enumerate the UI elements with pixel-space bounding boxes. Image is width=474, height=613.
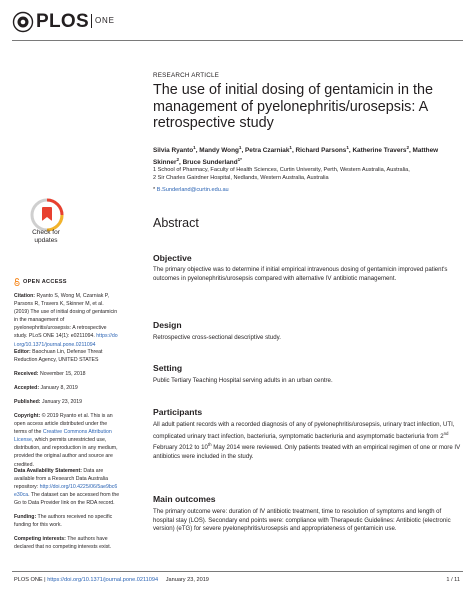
design-text: Retrospective cross-sectional descriptive study.	[153, 334, 281, 341]
page-number: 1 / 11	[446, 577, 460, 583]
copyright-text-2: , which permits unrestricted use, distribution, and reproduction in any medium, provided the original author and source are credited.	[14, 437, 118, 468]
citation-label: Citation:	[14, 293, 36, 299]
funding-text: The authors received no specific funding for this work.	[14, 514, 113, 529]
main-outcomes-text: The primary outcome were: duration of IV antibiotic treatment, time to resolution of symptoms and length of hospital stay (LOS). Secondary end points were: compliance with Therapeutic Guidelines: Antibiotic (electronic version) (eTG) for severe pyelonephritis/urosepsis and appropriateness of gentamicin use.	[153, 508, 451, 533]
data-availability-text-2: . The dataset can be accessed from the Go to Data Provider link on the RDA record.	[14, 492, 120, 507]
corresponding-author	[153, 187, 229, 193]
corresponding-email-link[interactable]: B.Sunderland@curtin.edu.au	[156, 187, 229, 193]
funding-block	[14, 513, 120, 529]
editor-block	[14, 348, 120, 364]
check-label-line2: updates	[34, 237, 58, 244]
objective-text: The primary objective was to determine if initial empirical intravenous dosing of gentamicin improved patient's outcomes in pyelonephritis/urosepsis compared with alternative IV antibiotic management.	[153, 266, 448, 282]
copyright-block	[14, 412, 120, 469]
data-repository-link[interactable]: http://doi.org/10.4225/06/5ae9bc6e30ca	[14, 484, 118, 499]
check-for-updates-badge[interactable]	[30, 198, 64, 232]
citation-block	[14, 292, 120, 349]
header-rule	[12, 40, 463, 41]
copyright-text-1: © 2019 Ryanto et al. This is an open access article distributed under the terms of the	[14, 413, 113, 436]
open-access-lock-icon	[14, 278, 20, 286]
plos-logo-icon	[12, 11, 34, 33]
footer-journal: PLOS ONE	[14, 577, 43, 583]
data-availability-block	[14, 467, 120, 507]
footer-separator: |	[44, 577, 46, 583]
logo-text: PLOS	[36, 11, 89, 32]
objective-heading: Objective	[153, 253, 192, 263]
affiliation-2: 2 Sir Charles Gairdner Hospital, Nedlands, Western Australia, Australia	[153, 175, 329, 181]
check-for-updates-icon	[30, 198, 64, 232]
received-label: Received:	[14, 371, 39, 377]
setting-heading: Setting	[153, 363, 183, 373]
funding-label: Funding:	[14, 514, 37, 520]
logo-divider	[91, 14, 92, 28]
received-text: November 15, 2018	[39, 371, 86, 377]
author-list	[153, 143, 453, 167]
competing-interests-block	[14, 535, 120, 551]
data-availability-label: Data Availability Statement:	[14, 468, 82, 474]
copyright-label: Copyright:	[14, 413, 41, 419]
published-block	[14, 398, 120, 406]
setting-text: Public Tertiary Teaching Hospital serving adults in an urban centre.	[153, 377, 333, 384]
corresponding-marker: *	[153, 187, 156, 193]
article-title: The use of initial dosing of gentamicin in the management of pyelonephritis/urosepsis: A retrospective study	[153, 82, 433, 131]
published-label: Published:	[14, 399, 41, 405]
abstract-heading: Abstract	[153, 216, 199, 230]
footer-doi-link[interactable]: https://doi.org/10.1371/journal.pone.0211094	[47, 577, 159, 583]
citation-doi-link[interactable]: https://doi.org/10.1371/journal.pone.0211094	[14, 333, 118, 348]
open-access-label: OPEN ACCESS	[23, 279, 67, 285]
editor-label: Editor:	[14, 349, 31, 355]
data-availability-text-1: Data are available from a Research Data Australia repository:	[14, 468, 108, 491]
competing-interests-text: The authors have declared that no competing interests exist.	[14, 536, 112, 551]
footer-date: January 23, 2019	[165, 577, 209, 583]
footer-rule	[12, 571, 463, 572]
affiliations	[153, 166, 463, 182]
competing-interests-label: Competing interests:	[14, 536, 66, 542]
open-access-row	[14, 278, 67, 286]
accepted-block	[14, 384, 120, 392]
design-heading: Design	[153, 320, 182, 330]
main-outcomes-heading: Main outcomes	[153, 494, 216, 504]
check-label-line1: Check for	[32, 229, 60, 236]
received-block	[14, 370, 120, 378]
accepted-label: Accepted:	[14, 385, 40, 391]
participants-heading: Participants	[153, 407, 203, 417]
published-text: January 23, 2019	[41, 399, 83, 405]
participants-text: All adult patient records with a recorded diagnosis of any of pyelonephritis/urosepsis, urinary tract infection, UTI, complicated urinary tract infection, bacteriuria, symptomatic bacteriuria and asymptomatic bacteriuria from 2nd February 2012 to 10th May 2014 were reviewed. Only patients treated with an empirical regimen of one or more IV antibiotics were included in the study.	[153, 421, 461, 461]
editor-text: Baochuan Lin, Defense Threat Reduction Agency, UNITED STATES	[14, 349, 103, 364]
footer-left	[14, 577, 209, 583]
license-link[interactable]: Creative Commons Attribution License	[14, 429, 112, 444]
affiliation-1: 1 School of Pharmacy, Faculty of Health Sciences, Curtin University, Perth, Western Australia, Australia,	[153, 167, 410, 173]
article-type: RESEARCH ARTICLE	[153, 72, 220, 79]
logo-suffix: ONE	[95, 16, 115, 25]
citation-text: Ryanto S, Wong M, Czarniak P, Parsons R, Travers K, Skinner M, et al. (2019) The use of initial dosing of gentamicin in the management of pyelonephritis/urosepsis: A retrospective study. PLoS ONE 14(1): e0211094.	[14, 293, 118, 340]
author-names: Silvia Ryanto$^1$, Mandy Wong$^1$, Petra Czarniak$^1$, Richard Parsons$^1$, Katherine Travers$^2$, Matthew Skinner$^2$, Bruce Sunderland$^{1*}$	[153, 145, 439, 167]
check-for-updates-label[interactable]	[16, 229, 76, 245]
accepted-text: January 8, 2019	[40, 385, 78, 391]
